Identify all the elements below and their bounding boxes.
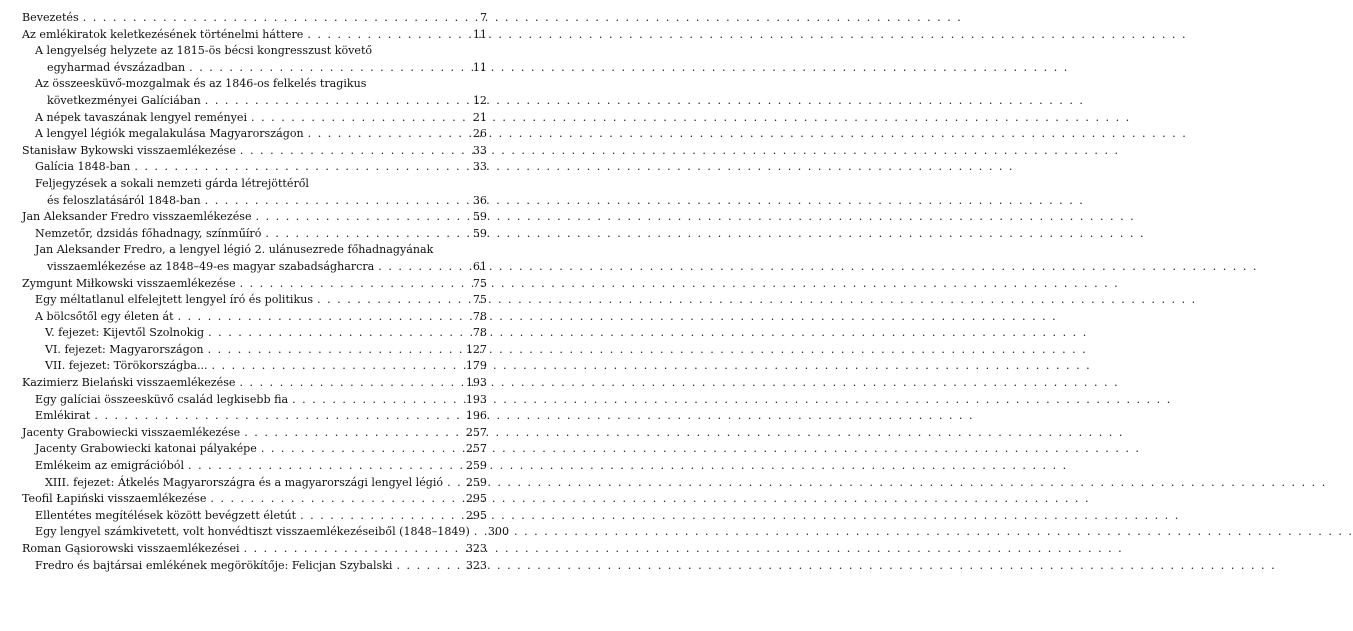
toc-entry-title: Jacenty Grabowiecki visszaemlékezése [22, 425, 241, 439]
toc-entry-title-line: Jan Aleksander Fredro, a lengyel légió 2. ulánusezrede főhadnagyának [35, 243, 434, 257]
toc-page-number: 323 [465, 542, 487, 555]
toc-entry[interactable] [22, 226, 487, 243]
toc-entry[interactable] [22, 276, 487, 293]
toc-page-number: 257 [465, 442, 487, 456]
dot-leader [265, 226, 465, 243]
toc-page-number: 59 [472, 226, 487, 240]
dot-leader [251, 110, 465, 127]
toc-entry-title: Jan Aleksander Fredro visszaemlékezése [22, 210, 252, 224]
toc-page-number: 75 [472, 293, 487, 307]
toc-entry[interactable] [22, 392, 487, 409]
toc-entry[interactable] [22, 441, 487, 458]
dot-leader [188, 458, 462, 475]
table-of-contents [22, 10, 510, 574]
dot-leader [474, 524, 484, 541]
toc-entry-title-line: Az összeesküvő-mozgalmak és az 1846-os felkelés tragikus [35, 77, 367, 91]
toc-page-number: 11 [472, 27, 487, 41]
dot-leader [308, 126, 465, 143]
toc-page-number: 61 [472, 259, 487, 273]
toc-entry[interactable] [22, 524, 510, 541]
dot-leader [256, 209, 465, 226]
toc-entry-continuation [35, 93, 487, 110]
toc-entry-title: Egy méltatlanul elfelejtett lengyel író és politikus [35, 293, 314, 307]
dot-leader [239, 375, 461, 392]
toc-entry-title: Egy galíciai összeesküvő család legkisebb fia [35, 392, 289, 406]
toc-entry[interactable] [22, 27, 487, 44]
toc-page-number: 21 [472, 110, 487, 124]
dot-leader [205, 193, 465, 210]
dot-leader [189, 60, 465, 77]
toc-entry[interactable] [22, 408, 487, 425]
toc-entry[interactable] [22, 541, 487, 558]
toc-entry-title: A bölcsőtől egy életen át [35, 309, 174, 323]
dot-leader [134, 159, 465, 176]
toc-page-number: 193 [465, 376, 487, 390]
toc-entry-title: A lengyel légiók megalakulása Magyarországon [35, 127, 304, 141]
dot-leader [317, 292, 465, 309]
toc-page-number: 7 [479, 11, 487, 24]
dot-leader [244, 425, 462, 442]
toc-entry-title: Nemzetőr, dzsidás főhadnagy, színműíró [35, 226, 262, 240]
toc-page-number: 26 [472, 127, 487, 141]
toc-entry-title: V. fejezet: Kijevtől Szolnokig [45, 326, 205, 340]
toc-page-number: 11 [472, 60, 487, 74]
toc-entry[interactable] [22, 458, 487, 475]
dot-leader [244, 541, 462, 558]
toc-entry[interactable] [22, 558, 487, 575]
toc-entry[interactable] [22, 325, 487, 342]
toc-page-number: 295 [465, 492, 487, 506]
dot-leader [396, 558, 461, 575]
toc-page-number: 78 [472, 309, 487, 323]
toc-entry[interactable] [22, 143, 487, 160]
toc-page-number: 196 [465, 409, 487, 423]
toc-entry-title: Ellentétes megítélések között bevégzett életút [35, 508, 297, 522]
toc-page [0, 0, 509, 631]
toc-page-number: 259 [465, 459, 487, 473]
toc-entry-title: Teofil Łapiński visszaemlékezése [22, 492, 207, 506]
dot-leader [210, 491, 461, 508]
dot-leader [300, 508, 462, 525]
toc-entry-title-line: Feljegyzések a sokali nemzeti gárda létrejöttéről [35, 176, 309, 190]
toc-page-number: 59 [472, 210, 487, 224]
toc-entry[interactable] [22, 176, 487, 209]
dot-leader [240, 276, 465, 293]
toc-entry-title: Bevezetés [22, 11, 79, 24]
toc-page-number: 33 [472, 143, 487, 157]
dot-leader [94, 408, 461, 425]
toc-entry-title: Roman Gąsiorowski visszaemlékezései [22, 542, 240, 555]
dot-leader [83, 10, 465, 27]
dot-leader [240, 143, 465, 160]
toc-entry-title: XIII. fejezet: Átkelés Magyarországra és a magyarországi lengyel légió [45, 475, 444, 489]
dot-leader [178, 309, 465, 326]
toc-entry[interactable] [22, 76, 487, 109]
dot-leader [208, 342, 462, 359]
toc-entry-title-line: A lengyelség helyzete az 1815-ös bécsi kongresszust követő [35, 44, 373, 58]
toc-entry-title: VII. fejezet: Törökországba... [45, 359, 208, 373]
toc-entry-title: Fredro és bajtársai emlékének megörökítője: Felicjan Szybalski [35, 558, 393, 572]
dot-leader [261, 441, 462, 458]
toc-entry[interactable] [22, 375, 487, 392]
toc-entry[interactable] [22, 110, 487, 127]
toc-entry[interactable] [22, 159, 487, 176]
toc-entry-continuation [35, 193, 487, 210]
toc-entry-title: VI. fejezet: Magyarországon [45, 342, 204, 356]
toc-page-number: 323 [465, 558, 487, 572]
toc-page-number: 12 [472, 93, 487, 107]
dot-leader [205, 93, 465, 110]
toc-entry[interactable] [22, 292, 487, 309]
toc-entry-title: Az emlékiratok keletkezésének történelmi háttere [22, 27, 304, 41]
toc-entry-continuation [35, 259, 487, 276]
toc-entry-title-line: és feloszlatásáról 1848-ban [47, 193, 201, 207]
toc-entry[interactable] [22, 342, 487, 359]
toc-entry-title: Emlékirat [35, 409, 91, 423]
dot-leader [378, 259, 465, 276]
dot-leader [212, 358, 462, 375]
toc-entry[interactable] [22, 508, 487, 525]
toc-entry[interactable] [22, 126, 487, 143]
toc-entry[interactable] [22, 425, 487, 442]
toc-entry[interactable] [22, 358, 487, 375]
toc-entry-title: Egy lengyel számkivetett, volt honvédtiszt visszaemlékezéseiből (1848–1849) [35, 525, 470, 539]
dot-leader [307, 27, 465, 44]
dot-leader [208, 325, 465, 342]
dot-leader [292, 392, 462, 409]
toc-entry-continuation [35, 60, 487, 77]
toc-page-number: 78 [472, 326, 487, 340]
dot-leader [447, 475, 462, 492]
toc-entry[interactable] [22, 491, 487, 508]
toc-entry-title-line: következményei Galíciában [47, 93, 201, 107]
toc-page-number: 257 [465, 425, 487, 439]
toc-page-number: 127 [465, 342, 487, 356]
toc-entry-title: Zymgunt Miłkowski visszaemlékezése [22, 276, 236, 290]
toc-page-number: 75 [472, 276, 487, 290]
toc-entry[interactable] [22, 43, 487, 76]
toc-entry-title: A népek tavaszának lengyel reményei [35, 110, 248, 124]
toc-entry-title: Stanisław Bykowski visszaemlékezése [22, 143, 236, 157]
toc-entry-title-line: egyharmad évszázadban [47, 60, 186, 74]
toc-entry-title: Emlékeim az emigrációból [35, 459, 185, 473]
toc-entry[interactable] [22, 242, 487, 275]
toc-page-number: 179 [465, 359, 487, 373]
toc-entry-title: Jacenty Grabowiecki katonai pályaképe [35, 442, 257, 456]
toc-page-number: 300 [487, 525, 510, 539]
toc-entry[interactable] [22, 475, 487, 492]
toc-page-number: 259 [465, 475, 487, 489]
toc-page-number: 36 [472, 193, 487, 207]
toc-entry[interactable] [22, 209, 487, 226]
toc-page-number: 295 [465, 508, 487, 522]
toc-entry-title: Galícia 1848-ban [35, 160, 131, 174]
toc-entry[interactable] [22, 10, 487, 27]
toc-entry[interactable] [22, 309, 487, 326]
toc-page-number: 193 [465, 392, 487, 406]
toc-entry-title: Kazimierz Bielański visszaemlékezése [22, 376, 236, 390]
toc-entry-title-line: visszaemlékezése az 1848–49-es magyar szabadságharcra [47, 259, 375, 273]
toc-page-number: 33 [472, 160, 487, 174]
